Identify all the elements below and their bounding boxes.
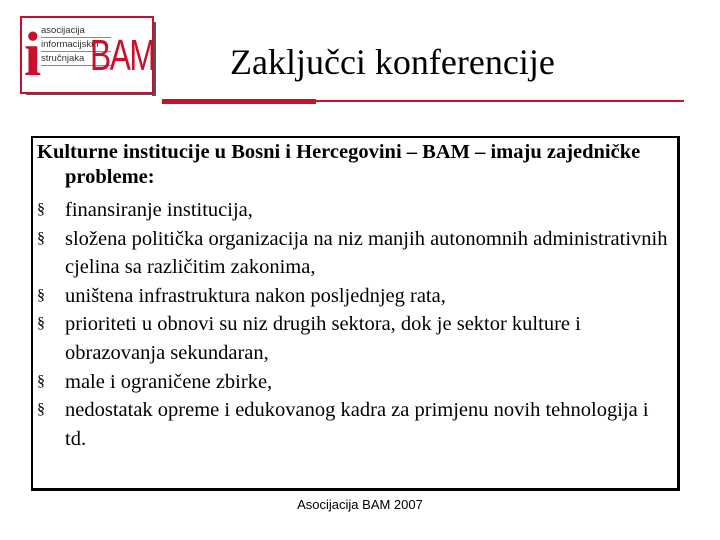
list-item-text: male i ograničene zbirke,: [65, 370, 273, 393]
list-item: [37, 225, 672, 282]
list-item-text: finansiranje institucija,: [65, 199, 253, 221]
slide-title: Zaključci konferencije: [230, 42, 555, 82]
intro-text: Kulturne institucije u Bosni i Hercegovini – BAM – imaju zajedničke probleme:: [37, 141, 641, 188]
list-item: [37, 396, 672, 453]
logo-brand: BAM: [90, 31, 155, 80]
logo-line-1: asocijacija: [41, 24, 111, 38]
bam-logo: [20, 16, 154, 94]
list-item-text: prioriteti u obnovi su niz drugih sektora, dok je sektor kulture i obrazovanja sekundaran,: [65, 313, 581, 364]
footer-text: Asocijacija BAM 2007: [297, 497, 423, 512]
title-rule-thick: [162, 99, 316, 104]
bullet-icon: §: [37, 286, 45, 304]
bullet-icon: §: [37, 372, 45, 390]
list-item: [37, 196, 672, 225]
bullet-icon: §: [37, 201, 45, 218]
bullet-icon: §: [37, 315, 45, 333]
logo-letter-i: i: [24, 21, 42, 89]
bullet-icon: §: [37, 229, 45, 247]
list-item-text: uništena infrastruktura nakon posljednjeg rata,: [65, 284, 446, 307]
list-item-text: složena politička organizacija na niz manjih autonomnih administrativnih cjelina sa različitim zakonima,: [65, 227, 668, 279]
bullet-icon: §: [37, 401, 45, 419]
list-item-text: nedostatak opreme i edukovanog kadra za primjenu novih tehnologija i td.: [65, 399, 649, 450]
list-item: [37, 282, 672, 311]
bullet-list: [37, 196, 672, 453]
title-rule-thin: [316, 100, 684, 102]
list-item: [37, 368, 672, 397]
logo-line-3: stručnjaka: [41, 52, 111, 66]
list-item: [37, 310, 672, 367]
logo-line-2: informacijskih: [41, 38, 111, 52]
